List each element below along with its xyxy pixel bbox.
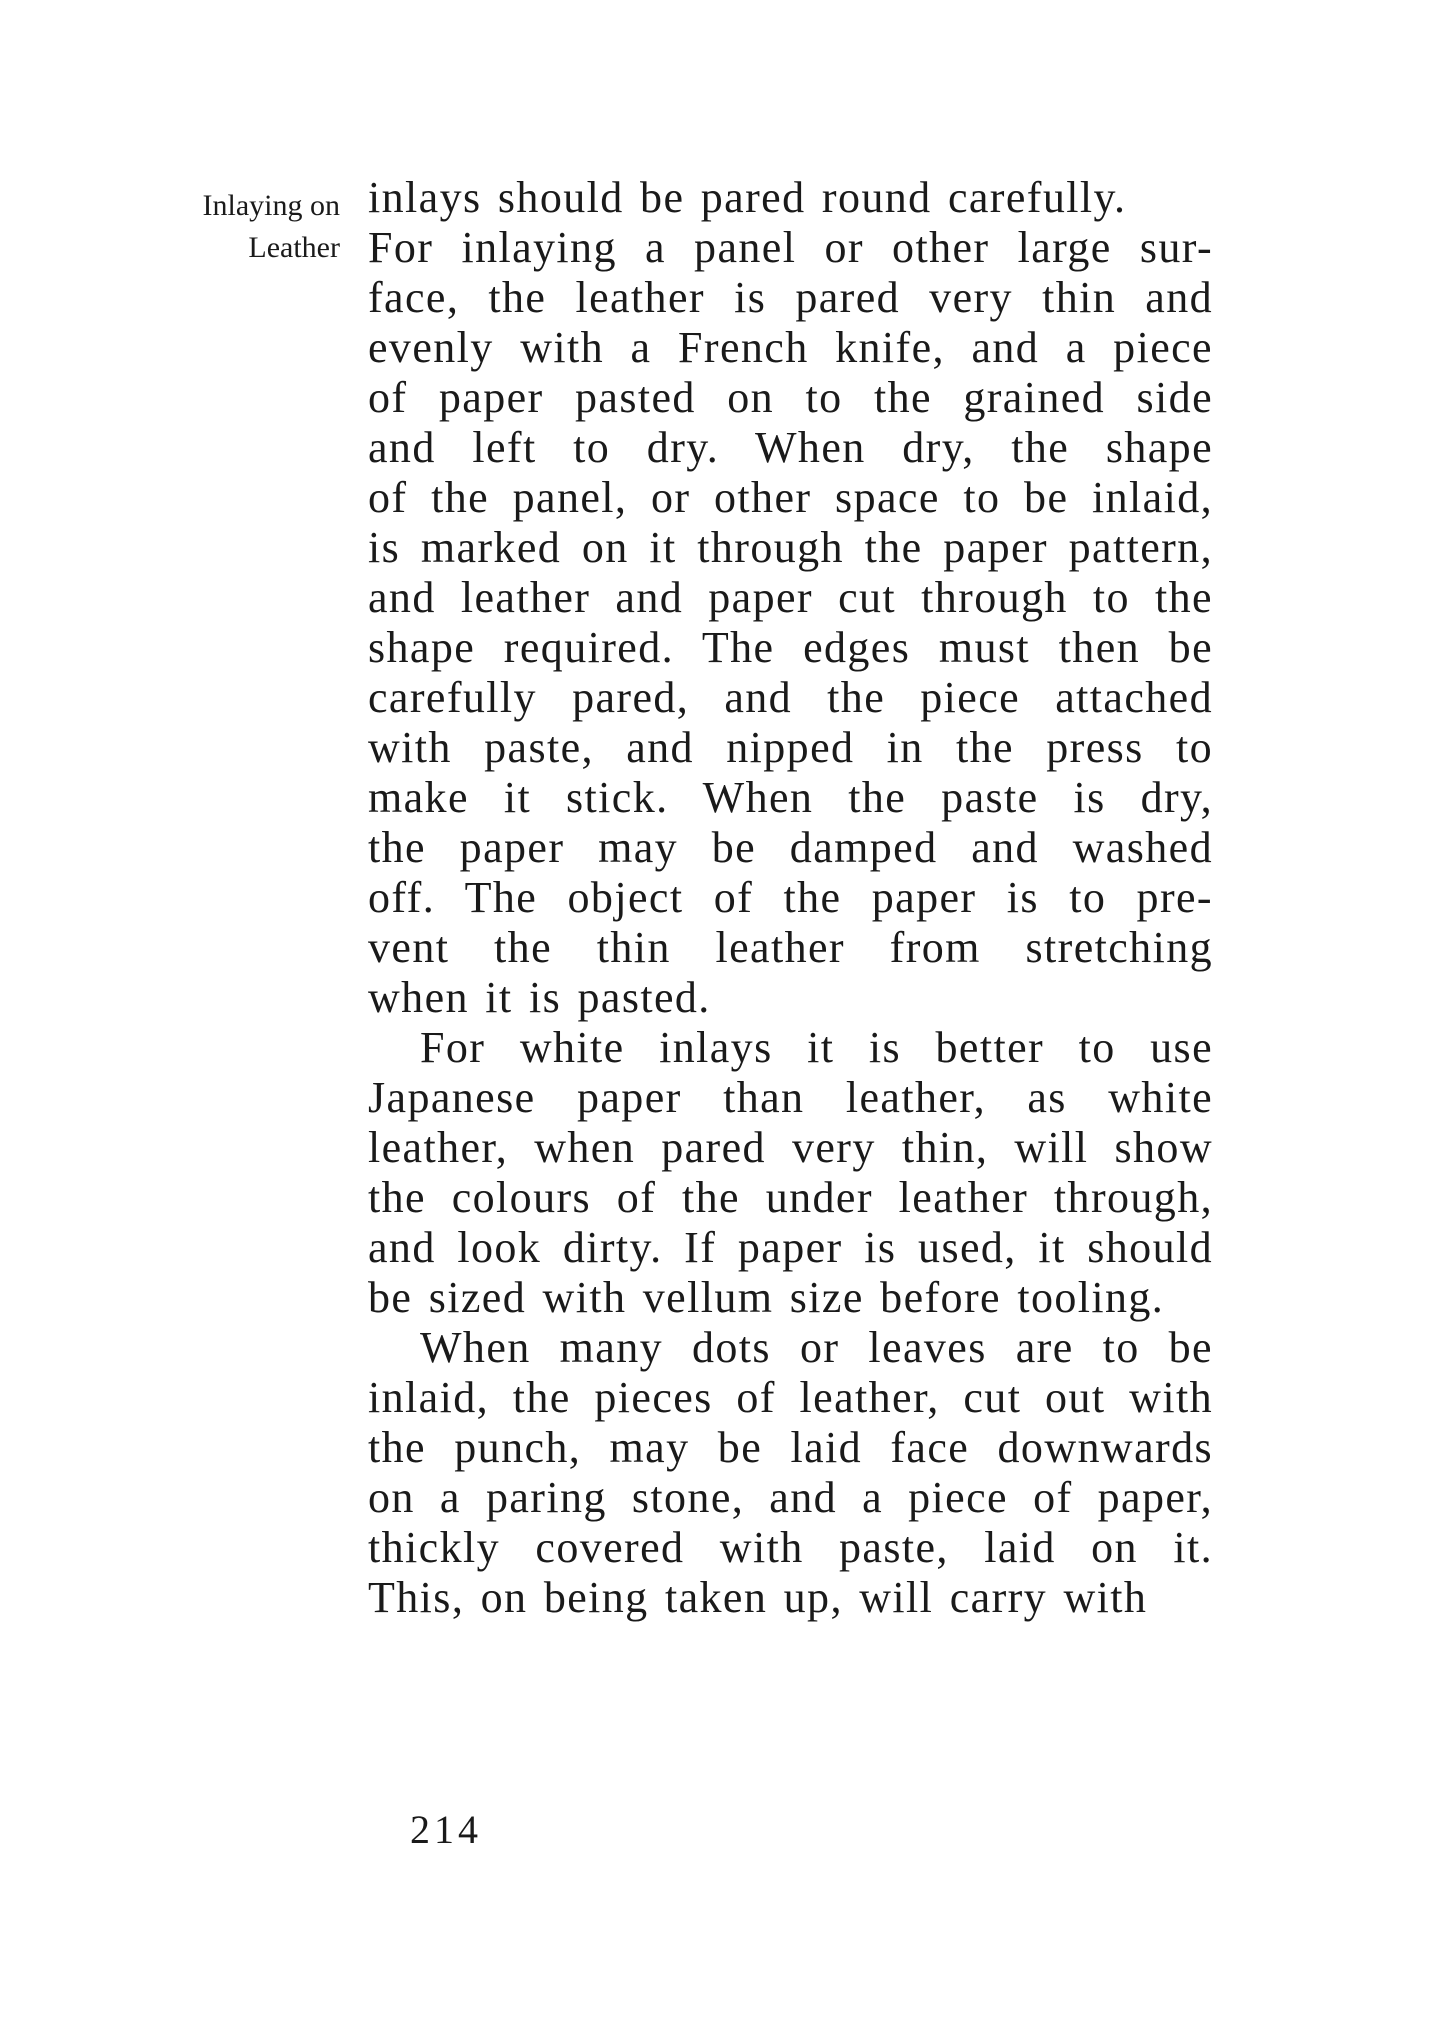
side-note-line: Inlaying on [202,189,340,222]
text-line: with paste, and nipped in the press to [368,723,1213,772]
text-line: face, the leather is pared very thin and [368,273,1213,322]
text-line: This, on being taken up, will carry with [368,1573,1148,1622]
text-line: the punch, may be laid face downwards [368,1423,1213,1472]
paragraph [368,1023,1213,1323]
text-line: carefully pared, and the piece attached [368,673,1213,722]
text-line: the colours of the under leather through, [368,1173,1213,1222]
page-number: 214 [410,1807,482,1852]
text-line: For inlaying a panel or other large sur- [368,223,1213,272]
text-line: thickly covered with paste, laid on it. [368,1523,1213,1572]
text-line: the paper may be damped and washed [368,823,1213,872]
text-line: vent the thin leather from stretching [368,923,1213,972]
text-line: shape required. The edges must then be [368,623,1213,672]
text-line: make it stick. When the paste is dry, [368,773,1213,822]
text-line: off. The object of the paper is to pre- [368,873,1213,922]
text-line: is marked on it through the paper pattern, [368,523,1213,572]
side-note-line: Leather [248,231,340,264]
text-line: and left to dry. When dry, the shape [368,423,1213,472]
body-text [368,173,1213,1623]
text-line: For white inlays it is better to use [420,1023,1213,1072]
text-line: evenly with a French knife, and a piece [368,323,1213,372]
paragraph [368,173,1213,223]
text-line: when it is pasted. [368,973,711,1022]
text-line: be sized with vellum size before tooling. [368,1273,1165,1322]
paragraph [368,1323,1213,1623]
text-line: of paper pasted on to the grained side [368,373,1213,422]
text-line: Japanese paper than leather, as white [368,1073,1213,1122]
text-line: inlaid, the pieces of leather, cut out with [368,1373,1213,1422]
text-line: When many dots or leaves are to be [420,1323,1213,1372]
text-line: inlays should be pared round carefully. [368,173,1127,222]
text-line: on a paring stone, and a piece of paper, [368,1473,1213,1522]
text-line: of the panel, or other space to be inlaid, [368,473,1213,522]
paragraph [368,223,1213,1023]
text-line: and look dirty. If paper is used, it should [368,1223,1213,1272]
side-note [160,185,340,269]
text-line: leather, when pared very thin, will show [368,1123,1213,1172]
text-line: and leather and paper cut through to the [368,573,1213,622]
